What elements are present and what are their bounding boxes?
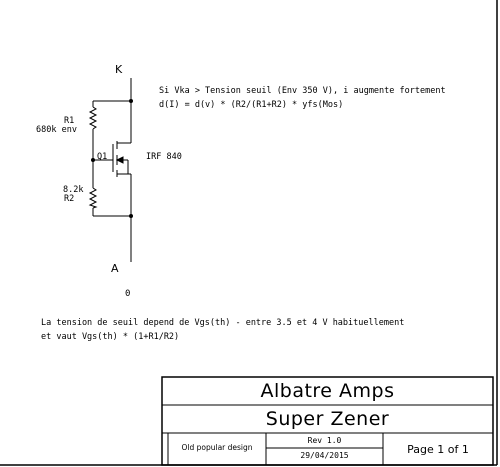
resistor-r2-value: 8.2k — [63, 185, 84, 195]
threshold-note-line1: La tension de seuil depend de Vgs(th) - entre 3.5 et 4 V habituellement — [41, 318, 405, 328]
mosfet-q1-ref: Q1 — [97, 152, 108, 162]
formula-note-line2: d(I) = d(v) * (R2/(R1+R2) * yfs(Mos) — [159, 100, 344, 110]
title-block-company: Albatre Amps — [260, 380, 395, 402]
resistor-r1-symbol — [90, 107, 96, 129]
main-wire — [93, 78, 131, 262]
title-block-revision: Rev 1.0 — [307, 436, 342, 445]
title-block-date: 29/04/2015 — [300, 451, 349, 460]
mosfet-q1-symbol — [113, 138, 131, 177]
title-block-title: Super Zener — [265, 408, 390, 430]
node-label-a: A — [111, 262, 119, 275]
junction-dot-bottom — [129, 214, 133, 218]
formula-note-line1: Si Vka > Tension seuil (Env 350 V), i augmente fortement — [159, 86, 446, 96]
resistor-r1-ref: R1 — [64, 116, 75, 126]
resistor-r2-symbol — [90, 188, 96, 208]
resistor-r1-value: 680k env — [36, 125, 77, 135]
threshold-note-line2: et vaut Vgs(th) * (1+R1/R2) — [41, 332, 180, 342]
junction-dot-gate — [91, 158, 95, 162]
title-block-description: Old popular design — [181, 443, 253, 452]
mosfet-q1-part: IRF 840 — [146, 152, 182, 162]
resistor-r2-ref: R2 — [64, 194, 75, 204]
node-label-ground: 0 — [125, 289, 131, 299]
node-label-k: K — [115, 63, 123, 76]
junction-dot-top — [129, 99, 133, 103]
title-block-page: Page 1 of 1 — [407, 443, 469, 456]
